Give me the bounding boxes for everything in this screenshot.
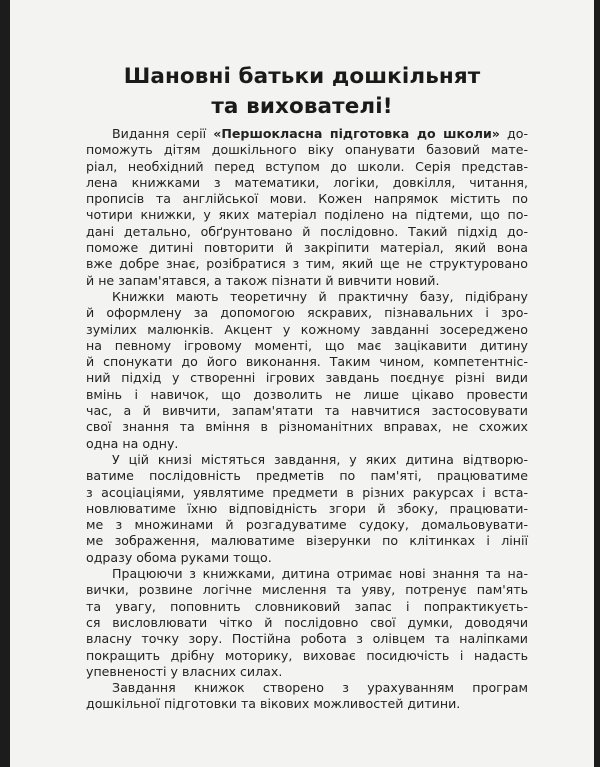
text-line: власну точку зору. Постійна робота з олівцем та наліпками: [86, 631, 528, 647]
text-line: свої знання та вміння в різноманітних вправах, не схожих: [86, 419, 528, 435]
text-line: ватиме послідовність предметів по пам'яті, працюватиме: [86, 468, 528, 484]
paragraph: [86, 452, 528, 566]
paragraph: [86, 566, 528, 680]
paragraph: [86, 680, 528, 713]
page-title: [10, 62, 594, 122]
title-line-2: та вихователі!: [211, 94, 393, 119]
text-line: ме з множинами й розгадуватиме судоку, домальовувати-: [86, 517, 528, 533]
text-line: У цій книзі містяться завдання, у яких дитина відтворю-: [112, 451, 528, 467]
text-line: й спонукати до його виконання. Таким чином, компетентніс-: [86, 354, 528, 370]
text-line: лена книжками з математики, логіки, довкілля, читання,: [86, 174, 528, 190]
text-line: ний підхід у створенні ігрових завдань поєднує різні види: [86, 370, 528, 386]
paragraph: [86, 289, 528, 452]
text-line: одна на одну.: [86, 435, 179, 451]
text-line: дошкільної підготовки та вікових можливостей дитини.: [86, 696, 461, 712]
title-line-1: Шановні батьки дошкільнят: [123, 64, 481, 89]
text-line: вмінь і навичок, що дозволить не лише цікаво провести: [86, 386, 528, 402]
text-line: зумілих малюнків. Акцент у кожному завданні зосереджено: [86, 321, 528, 337]
text-line: Видання серії «Першокласна підготовка до школи» до-: [112, 126, 528, 141]
text-line: й не запам'ятався, а також пізнати й вивчити новий.: [86, 272, 440, 288]
text-line: ме зображення, малюватиме візерунки по клітинках і лінії: [86, 533, 528, 549]
body-text: [86, 126, 528, 713]
text-line: й оформлену за допомогою яскравих, пізнавальних і зро-: [86, 305, 528, 321]
text-line: ся висловлювати чітко й послідовно свої думки, доводячи: [86, 614, 528, 630]
text-line: прописів та англійської мови. Кожен напрямок містить по: [86, 191, 528, 207]
text-line: з асоціаціями, уявлятиме предмети в різних ракурсах і вста-: [86, 484, 528, 500]
text-line: Завдання книжок створено з урахуванням програм: [112, 680, 528, 696]
paragraph: [86, 126, 528, 289]
text-line: одразу обома руками тощо.: [86, 549, 272, 565]
text-line: на певному ігровому моменті, що має зацікавити дитину: [86, 337, 528, 353]
text-line: упевненості у власних силах.: [86, 663, 283, 679]
text-line: час, а й вивчити, запам'ятати та навчитися застосовувати: [86, 403, 528, 419]
document-page: [10, 0, 594, 767]
text-line: вички, розвине логічне мислення та уяву, потренує пам'ять: [86, 582, 528, 598]
text-line: Працюючи з книжками, дитина отримає нові знання та на-: [112, 566, 528, 582]
text-line: ріал, необхідний перед вступом до школи. Серія представ-: [86, 158, 528, 174]
text-line: новлюватиме їхню відповідність згори й збоку, працювати-: [86, 500, 528, 516]
text-line: покращить дрібну моторику, виховає посидючість і надасть: [86, 647, 528, 663]
text-line: поможе дитині повторити й закріпити матеріал, який вона: [86, 240, 528, 256]
text-line: вже добре знає, розібратися з тим, який ще не структуровано: [86, 256, 528, 272]
text-line: Книжки мають теоретичну й практичну базу, підібрану: [112, 288, 528, 304]
text-line: дані детально, обґрунтовано й послідовно. Такий підхід до-: [86, 223, 528, 239]
text-line: поможуть дітям дошкільного віку опанувати базовий мате-: [86, 142, 528, 158]
text-line: та увагу, поповнить словниковий запас і попрактикуєть-: [86, 598, 528, 614]
text-line: чотири книжки, у яких матеріал поділено на підтеми, що по-: [86, 207, 528, 223]
